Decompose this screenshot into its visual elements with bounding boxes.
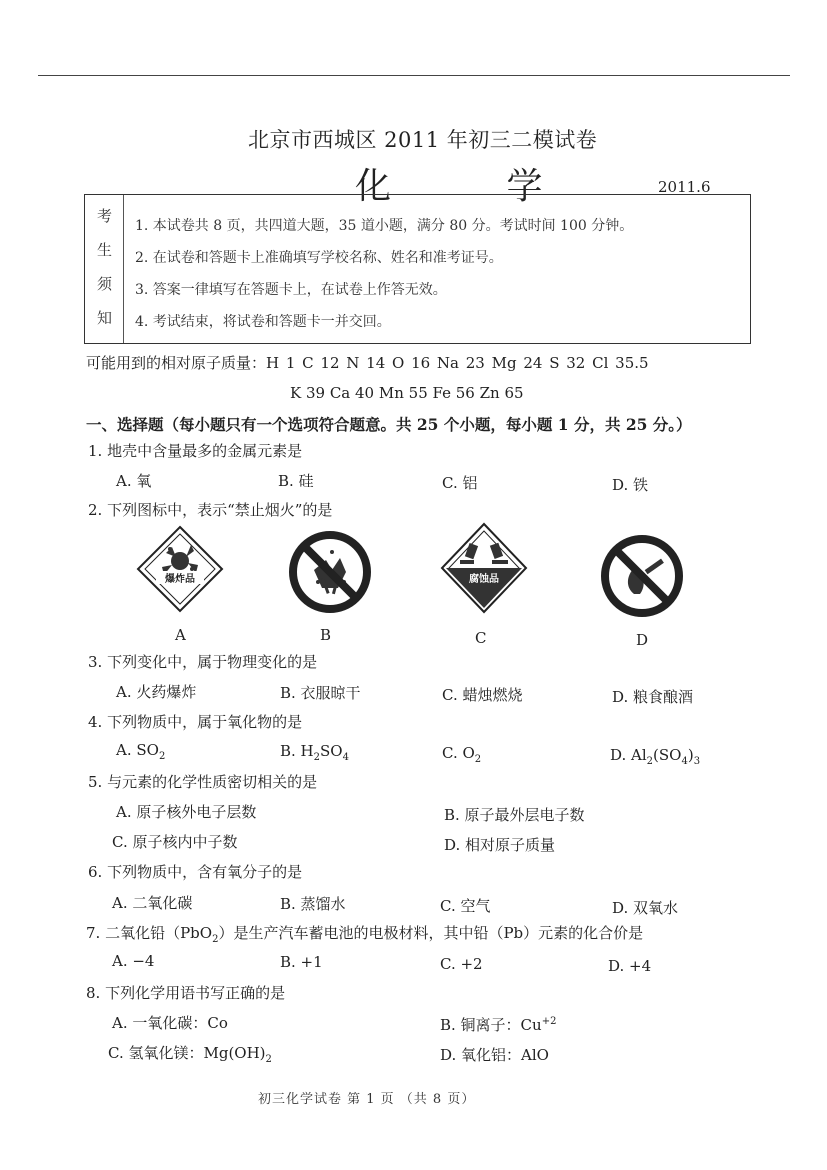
q8-option-d: D. 氧化铝：AlO xyxy=(440,1046,549,1064)
notice-line: 4. 考试结束，将试卷和答题卡一并交回。 xyxy=(135,314,391,330)
q1-option-c: C. 铝 xyxy=(442,474,478,492)
q6-option-b: B. 蒸馏水 xyxy=(280,895,346,913)
q8-option-a: A. 一氧化碳：Co xyxy=(112,1014,228,1032)
q6-option-c: C. 空气 xyxy=(440,897,491,915)
corrosive-diamond-icon xyxy=(440,522,528,616)
q3-option-a: A. 火药爆炸 xyxy=(116,683,197,701)
exam-date: 2011.6 xyxy=(658,178,711,196)
atomic-mass-line-1: 可能用到的相对原子质量：H 1 C 12 N 14 O 16 Na 23 Mg 24 S 32 Cl 35.5 xyxy=(86,354,649,372)
q3-option-b: B. 衣服晾干 xyxy=(280,684,361,702)
question-7-stem: 7. 二氧化铅（PbO$_2$）是生产汽车蓄电池的电极材料，其中铅（Pb）元素的化合价是 xyxy=(86,924,644,945)
q5-option-a: A. 原子核外电子层数 xyxy=(116,803,257,821)
q6-option-d: D. 双氧水 xyxy=(612,899,679,917)
q2-label-a: A xyxy=(175,626,186,644)
top-rule xyxy=(38,75,790,76)
q8-option-b: B. 铜离子：$Cu^{+2}$ xyxy=(440,1016,557,1034)
q4-option-c: C. $O_2$ xyxy=(442,744,482,765)
notice-side-label: 考 生 须 知 xyxy=(85,195,124,343)
question-2-stem: 2. 下列图标中，表示“禁止烟火”的是 xyxy=(88,501,333,519)
question-4-stem: 4. 下列物质中，属于氧化物的是 xyxy=(88,713,303,731)
q5-option-b: B. 原子最外层电子数 xyxy=(444,806,585,824)
question-8-stem: 8. 下列化学用语书写正确的是 xyxy=(86,984,286,1002)
q2-label-b: B xyxy=(320,626,332,644)
q1-option-b: B. 硅 xyxy=(278,472,314,490)
question-3-stem: 3. 下列变化中，属于物理变化的是 xyxy=(88,653,318,671)
section-heading: 一、选择题（每小题只有一个选项符合题意。共 25 个小题，每小题 1 分，共 25 分。） xyxy=(86,415,692,434)
q7-option-b: B. +1 xyxy=(280,953,323,971)
q7-option-c: C. +2 xyxy=(440,955,483,973)
no-fireworks-icon xyxy=(288,530,372,614)
explosive-diamond-icon xyxy=(136,525,224,613)
q4-option-d: D. $Al_2(SO_4)_3$ xyxy=(610,746,701,767)
q7-option-a: A. −4 xyxy=(112,952,155,970)
exam-title: 北京市西城区 2011 年初三二模试卷 xyxy=(248,128,598,152)
q4-option-a: A. $SO_2$ xyxy=(116,741,166,762)
question-1-stem: 1. 地壳中含量最多的金属元素是 xyxy=(88,442,303,460)
notice-line: 2. 在试卷和答题卡上准确填写学校名称、姓名和准考证号。 xyxy=(135,250,503,266)
q5-option-c: C. 原子核内中子数 xyxy=(112,833,238,851)
q3-option-c: C. 蜡烛燃烧 xyxy=(442,686,523,704)
q7-option-d: D. +4 xyxy=(608,957,652,975)
q8-option-c: C. 氢氧化镁：$Mg(OH)_2$ xyxy=(108,1044,272,1065)
no-open-flame-icon xyxy=(600,534,684,618)
q4-option-b: B. $H_2SO_4$ xyxy=(280,742,349,763)
q1-option-a: A. 氧 xyxy=(116,472,152,490)
q6-option-a: A. 二氧化碳 xyxy=(112,894,193,912)
question-6-stem: 6. 下列物质中，含有氧分子的是 xyxy=(88,863,303,881)
question-5-stem: 5. 与元素的化学性质密切相关的是 xyxy=(88,773,318,791)
q1-option-d: D. 铁 xyxy=(612,476,649,494)
corrosive-label: 腐蚀品 xyxy=(469,574,499,585)
notice-box xyxy=(84,194,751,344)
explosive-label: 爆炸品 xyxy=(165,574,195,585)
q2-label-c: C xyxy=(475,629,487,647)
notice-line: 1. 本试卷共 8 页，共四道大题，35 道小题，满分 80 分。考试时间 100 分钟。 xyxy=(135,218,634,234)
q2-label-d: D xyxy=(636,631,649,649)
page-footer: 初三化学试卷 第 1 页 （共 8 页） xyxy=(258,1092,476,1107)
notice-line: 3. 答案一律填写在答题卡上，在试卷上作答无效。 xyxy=(135,282,447,298)
subject-title: 化 学 xyxy=(355,166,595,207)
q3-option-d: D. 粮食酿酒 xyxy=(612,688,694,706)
q5-option-d: D. 相对原子质量 xyxy=(444,836,556,854)
atomic-mass-line-2: K 39 Ca 40 Mn 55 Fe 56 Zn 65 xyxy=(290,384,524,402)
